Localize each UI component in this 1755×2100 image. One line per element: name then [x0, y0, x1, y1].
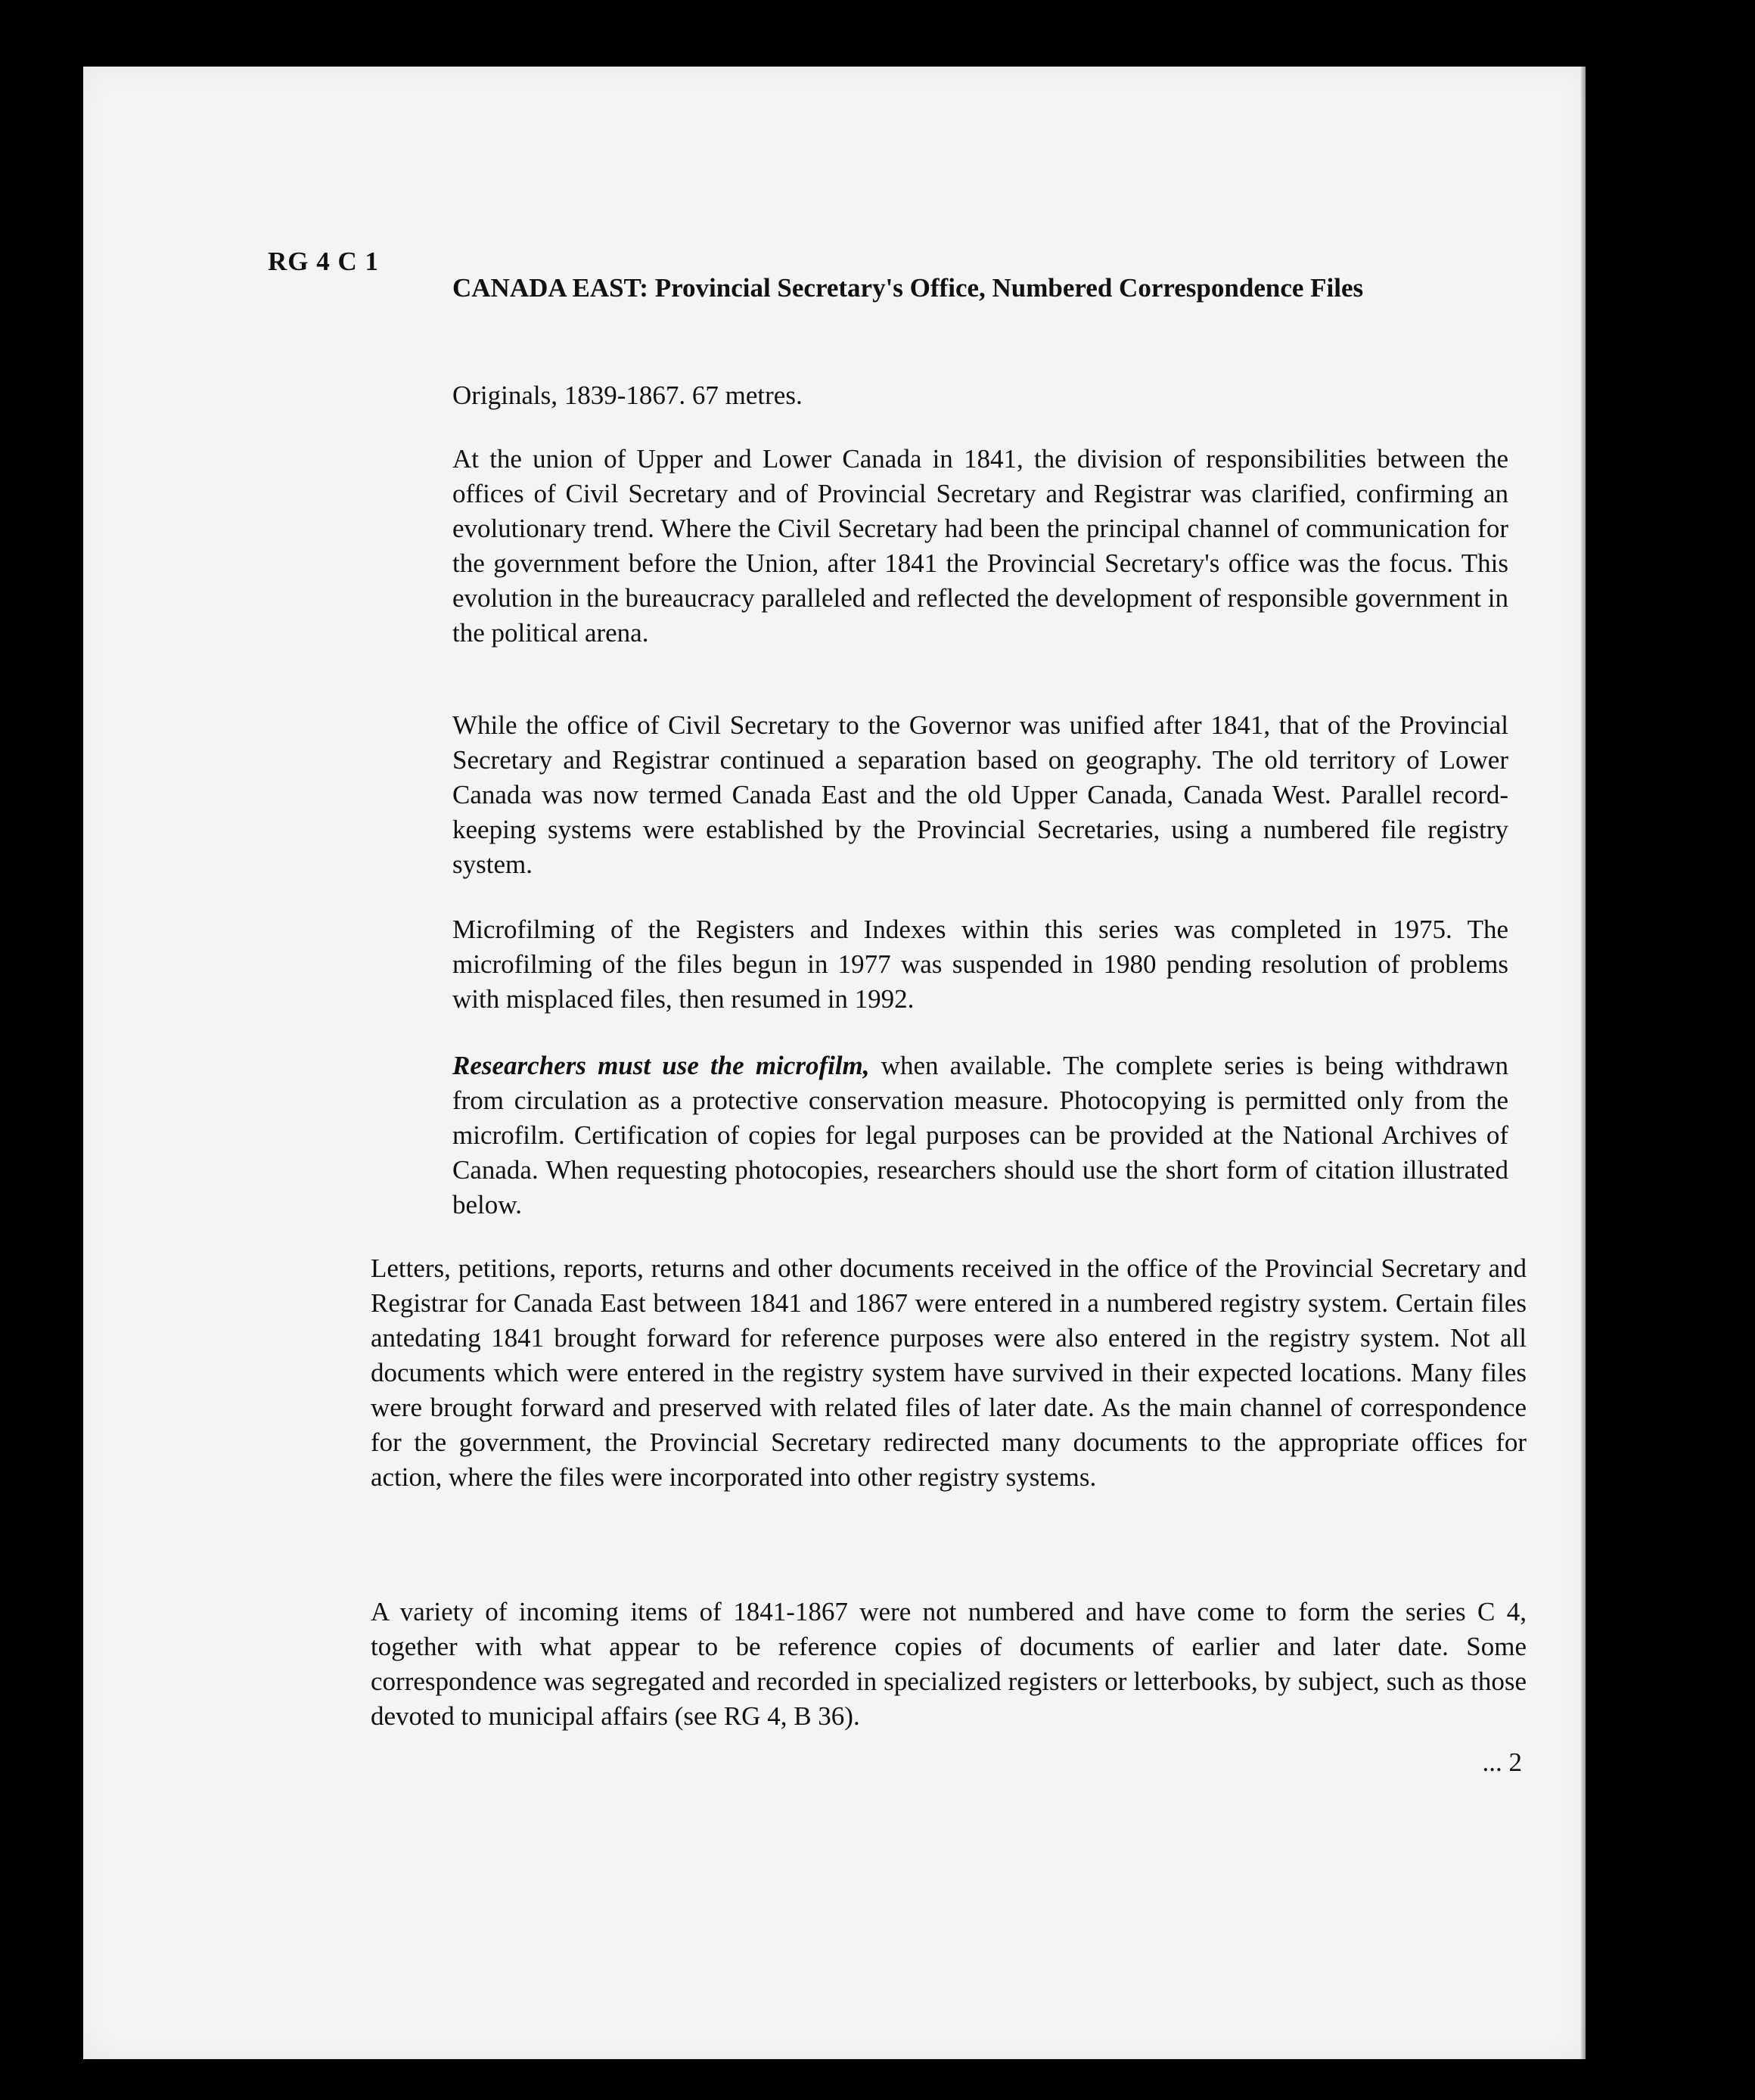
extent-statement: Originals, 1839-1867. 67 metres. [452, 381, 803, 410]
series-reference: RG 4 C 1 [268, 247, 380, 276]
paragraph-incoming-items: A variety of incoming items of 1841-1867 were not numbered and have come to form the series C 4, together with what appear to be reference copies of documents of earlier and later date. Some correspondence was segregated and recorded in specialized registers or letterbooks, by subject, such as those devoted to municipal affairs (see RG 4, B 36). [371, 1597, 1527, 1731]
title-lead: CANADA EAST: [452, 273, 648, 303]
document-page [83, 67, 1586, 2059]
paragraph-researchers [452, 1048, 1508, 1222]
page-edge [1581, 67, 1586, 2059]
paragraph-microfilming: Microfilming of the Registers and Indexes within this series was completed in 1975. The microfilming of the files begun in 1977 was suspended in 1980 pending resolution of problems with misplaced files, then resumed in 1992. [452, 915, 1508, 1014]
paragraph-registry-system: Letters, petitions, reports, returns and other documents received in the office of the Provincial Secretary and Registrar for Canada East between 1841 and 1867 were entered in a numbered registry system. Certain files antedating 1841 brought forward for reference purposes were also entered in the registry system. Not all documents which were entered in the registry system have survived in their expected locations. Many files were brought forward and preserved with related files of later date. As the main channel of correspondence for the government, the Provincial Secretary redirected many documents to the appropriate offices for action, where the files were incorporated into other registry systems. [371, 1253, 1527, 1492]
continued-marker: ... 2 [1482, 1747, 1522, 1777]
document-title [452, 271, 1508, 306]
researchers-emphasis: Researchers must use the microfilm, [452, 1051, 870, 1080]
paragraph-union: At the union of Upper and Lower Canada in 1841, the division of responsibilities between the offices of Civil Secretary and of Provincial Secretary and Registrar was clarified, confirming an evolutionary trend. Where the Civil Secretary had been the principal channel of communication for the government before the Union, after 1841 the Provincial Secretary's office was the focus. This evolution in the bureaucracy paralleled and reflected the development of responsible government in the political arena. [452, 444, 1508, 648]
paragraph-civil-secretary: While the office of Civil Secretary to the Governor was unified after 1841, that of the Provincial Secretary and Registrar continued a separation based on geography. The old territory of Lower Canada was now termed Canada East and the old Upper Canada, Canada West. Parallel record-keeping systems were established by the Provincial Secretaries, using a numbered file registry system. [452, 710, 1508, 879]
title-rest: Provincial Secretary's Office, Numbered Correspondence Files [654, 273, 1364, 303]
researchers-rest: when available. The complete series is being withdrawn from circulation as a protective conservation measure. Photocopying is permitted only from the microfilm. Certification of copies for legal purposes can be provided at the National Archives of Canada. When requesting photocopies, researchers should use the short form of citation illustrated below. [452, 1051, 1508, 1219]
